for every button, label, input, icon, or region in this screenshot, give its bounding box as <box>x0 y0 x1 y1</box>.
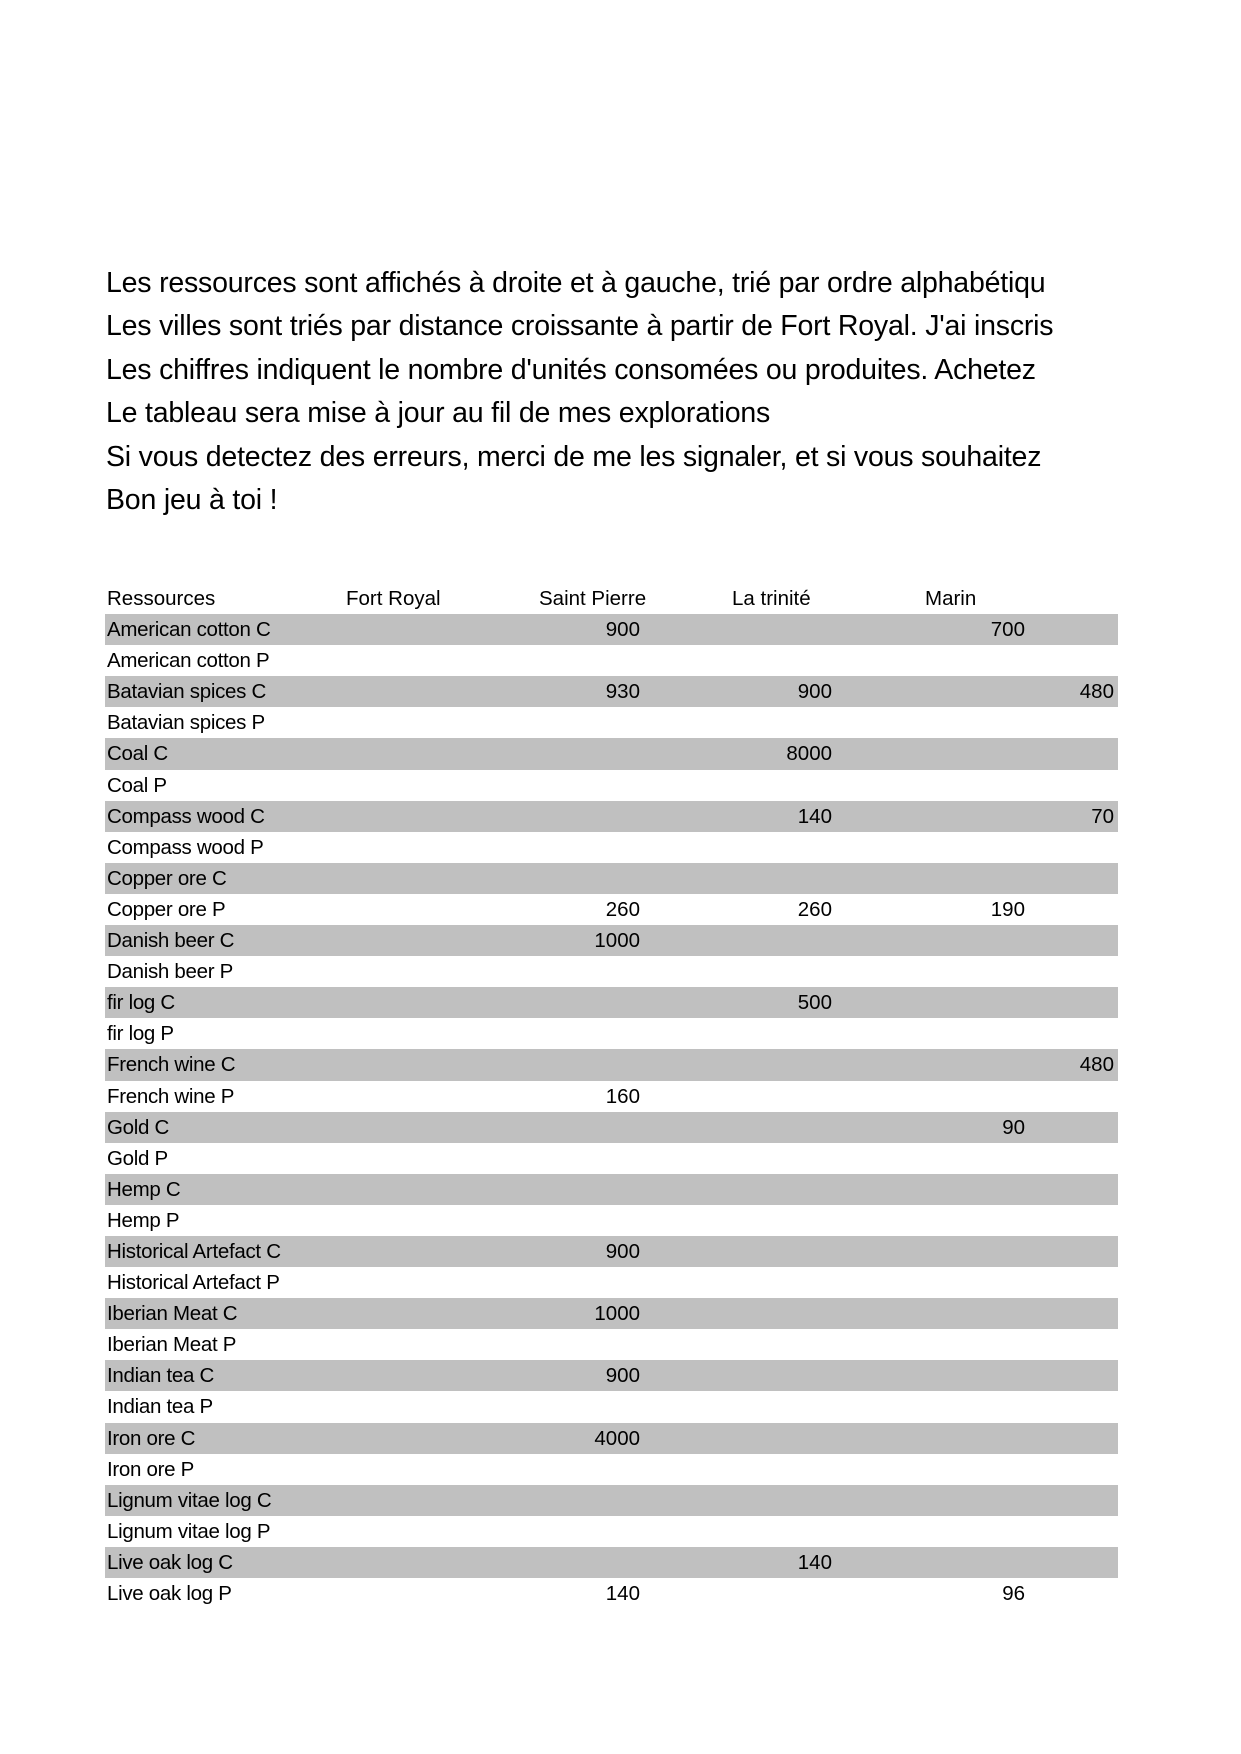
resource-name-cell: Copper ore C <box>107 866 227 890</box>
value-cell-marin <box>964 863 1114 894</box>
table-row <box>105 1112 1118 1143</box>
value-cell-fort-royal <box>490 832 640 863</box>
table-row <box>105 863 1118 894</box>
value-cell-marin <box>964 1423 1114 1454</box>
table-body <box>105 614 1118 1609</box>
value-cell-fort-royal: 900 <box>605 1364 640 1388</box>
intro-line: Les ressources sont affichés à droite et à gauche, trié par ordre alphabétiqu <box>106 267 1046 299</box>
resource-name-cell: Indian tea P <box>107 1395 213 1419</box>
table-row <box>105 956 1118 987</box>
value-cell-saint-pierre <box>682 1049 832 1080</box>
value-cell-saint-pierre <box>682 1423 832 1454</box>
value-cell-fort-royal <box>490 645 640 676</box>
resource-name-cell: fir log P <box>107 1022 174 1046</box>
value-cell-fort-royal: 900 <box>605 1239 640 1263</box>
value-cell-saint-pierre <box>682 956 832 987</box>
value-cell-marin <box>964 645 1114 676</box>
value-cell-fort-royal: 900 <box>605 618 640 642</box>
value-cell-marin <box>964 614 1114 645</box>
value-cell-la-trinite: 190 <box>990 897 1025 921</box>
table-header-row <box>105 583 1118 614</box>
resource-name-cell: Compass wood C <box>107 804 265 828</box>
resources-table <box>105 583 1118 1609</box>
table-row <box>105 645 1118 676</box>
value-cell-saint-pierre <box>682 1174 832 1205</box>
table-row <box>105 801 1118 832</box>
value-cell-saint-pierre <box>682 1578 832 1609</box>
value-cell-saint-pierre <box>682 925 832 956</box>
value-cell-marin <box>964 1205 1114 1236</box>
table-row <box>105 1391 1118 1422</box>
resource-name-cell: Iberian Meat P <box>107 1333 237 1357</box>
value-cell-fort-royal <box>490 987 640 1018</box>
resource-name-cell: French wine C <box>107 1053 236 1077</box>
table-row <box>105 1329 1118 1360</box>
table-row <box>105 1454 1118 1485</box>
table-row <box>105 1236 1118 1267</box>
table-row <box>105 1205 1118 1236</box>
value-cell-fort-royal <box>490 956 640 987</box>
table-row <box>105 1423 1118 1454</box>
resource-name-cell: Hemp C <box>107 1177 181 1201</box>
table-row <box>105 832 1118 863</box>
table-row <box>105 1081 1118 1112</box>
value-cell-saint-pierre <box>682 1485 832 1516</box>
resource-name-cell: fir log C <box>107 991 175 1015</box>
value-cell-saint-pierre <box>682 832 832 863</box>
value-cell-marin <box>964 1143 1114 1174</box>
column-header-resources: Ressources <box>107 587 216 610</box>
value-cell-fort-royal <box>490 1267 640 1298</box>
value-cell-fort-royal: 160 <box>605 1084 640 1108</box>
value-cell-saint-pierre <box>682 1360 832 1391</box>
resource-name-cell: Danish beer C <box>107 929 235 953</box>
value-cell-marin <box>964 832 1114 863</box>
resource-name-cell: Lignum vitae log C <box>107 1488 272 1512</box>
resource-name-cell: Lignum vitae log P <box>107 1519 271 1543</box>
value-cell-marin <box>964 1391 1114 1422</box>
resource-name-cell: French wine P <box>107 1084 235 1108</box>
value-cell-saint-pierre <box>682 863 832 894</box>
intro-line: Les villes sont triés par distance croissante à partir de Fort Royal. J'ai inscris <box>106 310 1054 343</box>
value-cell-marin <box>964 1112 1114 1143</box>
value-cell-fort-royal <box>490 1112 640 1143</box>
value-cell-saint-pierre <box>682 770 832 801</box>
value-cell-marin <box>964 1329 1114 1360</box>
value-cell-fort-royal <box>490 1143 640 1174</box>
value-cell-saint-pierre: 900 <box>797 680 832 704</box>
value-cell-fort-royal <box>490 770 640 801</box>
value-cell-marin <box>964 987 1114 1018</box>
table-row <box>105 1143 1118 1174</box>
value-cell-saint-pierre <box>682 707 832 738</box>
value-cell-marin <box>964 1236 1114 1267</box>
value-cell-saint-pierre <box>682 645 832 676</box>
table-row <box>105 1516 1118 1547</box>
value-cell-fort-royal <box>490 801 640 832</box>
table-row <box>105 1267 1118 1298</box>
column-header-marin: Marin <box>925 587 977 610</box>
resource-name-cell: Indian tea C <box>107 1364 214 1388</box>
resource-name-cell: Compass wood P <box>107 835 264 859</box>
value-cell-saint-pierre: 140 <box>797 1550 832 1574</box>
value-cell-marin <box>964 1174 1114 1205</box>
value-cell-fort-royal <box>490 1205 640 1236</box>
intro-text <box>106 262 1118 522</box>
table-row <box>105 894 1118 925</box>
value-cell-la-trinite: 700 <box>990 618 1025 642</box>
value-cell-fort-royal <box>490 1485 640 1516</box>
table-row <box>105 1547 1118 1578</box>
resource-name-cell: Live oak log C <box>107 1550 233 1574</box>
table-row <box>105 1018 1118 1049</box>
value-cell-fort-royal: 260 <box>605 897 640 921</box>
value-cell-fort-royal: 140 <box>605 1582 640 1605</box>
value-cell-fort-royal <box>490 1454 640 1485</box>
table-row <box>105 1578 1118 1609</box>
value-cell-marin <box>964 1454 1114 1485</box>
table-row <box>105 770 1118 801</box>
value-cell-saint-pierre <box>682 1143 832 1174</box>
value-cell-fort-royal: 930 <box>605 680 640 704</box>
value-cell-saint-pierre: 500 <box>797 991 832 1015</box>
value-cell-fort-royal <box>490 1329 640 1360</box>
intro-line: Le tableau sera mise à jour au fil de mes explorations <box>106 397 771 430</box>
value-cell-fort-royal: 1000 <box>594 929 640 953</box>
value-cell-saint-pierre <box>682 1298 832 1329</box>
resource-name-cell: Gold P <box>107 1146 168 1170</box>
table-row <box>105 1485 1118 1516</box>
value-cell-saint-pierre <box>682 1329 832 1360</box>
value-cell-fort-royal <box>490 863 640 894</box>
value-cell-saint-pierre: 260 <box>797 897 832 921</box>
value-cell-fort-royal <box>490 1049 640 1080</box>
table-row <box>105 1049 1118 1080</box>
table-row <box>105 987 1118 1018</box>
value-cell-marin <box>964 956 1114 987</box>
column-header-saint-pierre: Saint Pierre <box>539 587 647 610</box>
value-cell-fort-royal <box>490 738 640 769</box>
resource-name-cell: Coal P <box>107 773 167 797</box>
value-cell-marin <box>964 1360 1114 1391</box>
value-cell-saint-pierre <box>682 1267 832 1298</box>
value-cell-marin: 70 <box>1091 804 1114 828</box>
resource-name-cell: American cotton P <box>107 649 270 673</box>
value-cell-marin <box>964 770 1114 801</box>
intro-line: Bon jeu à toi ! <box>106 483 278 516</box>
table-row <box>105 1298 1118 1329</box>
value-cell-marin <box>964 1578 1114 1609</box>
resource-name-cell: Hemp P <box>107 1208 180 1232</box>
table-row <box>105 614 1118 645</box>
table-row <box>105 676 1118 707</box>
resource-name-cell: Gold C <box>107 1115 170 1139</box>
resource-name-cell: Iberian Meat C <box>107 1302 238 1326</box>
value-cell-saint-pierre: 140 <box>797 804 832 828</box>
table-row <box>105 1360 1118 1391</box>
value-cell-fort-royal <box>490 1174 640 1205</box>
value-cell-saint-pierre <box>682 1236 832 1267</box>
value-cell-marin <box>964 1547 1114 1578</box>
value-cell-fort-royal: 4000 <box>594 1426 640 1450</box>
value-cell-saint-pierre <box>682 1516 832 1547</box>
value-cell-marin <box>964 738 1114 769</box>
resource-name-cell: Iron ore C <box>107 1426 196 1450</box>
column-header-fort-royal: Fort Royal <box>346 587 441 610</box>
resource-name-cell: Coal C <box>107 742 168 766</box>
column-header-la-trinite: La trinité <box>732 587 811 610</box>
value-cell-marin <box>964 1018 1114 1049</box>
table-row <box>105 925 1118 956</box>
value-cell-saint-pierre <box>682 1205 832 1236</box>
value-cell-fort-royal <box>490 1018 640 1049</box>
table-row <box>105 707 1118 738</box>
value-cell-marin: 480 <box>1079 1053 1114 1077</box>
value-cell-saint-pierre: 8000 <box>786 742 832 766</box>
value-cell-saint-pierre <box>682 1112 832 1143</box>
value-cell-saint-pierre <box>682 1081 832 1112</box>
value-cell-saint-pierre <box>682 1018 832 1049</box>
value-cell-marin <box>964 1485 1114 1516</box>
value-cell-marin <box>964 707 1114 738</box>
table-row <box>105 1174 1118 1205</box>
resource-name-cell: Historical Artefact P <box>107 1271 280 1295</box>
intro-line: Les chiffres indiquent le nombre d'unités consomées ou produites. Achetez <box>106 353 1036 386</box>
value-cell-fort-royal <box>490 1391 640 1422</box>
value-cell-marin <box>964 1516 1114 1547</box>
resource-name-cell: Batavian spices C <box>107 680 266 704</box>
value-cell-marin <box>964 1298 1114 1329</box>
resource-name-cell: Historical Artefact C <box>107 1239 281 1263</box>
intro-line: Si vous detectez des erreurs, merci de me les signaler, et si vous souhaitez <box>106 440 1042 473</box>
value-cell-marin <box>964 1267 1114 1298</box>
resource-name-cell: Iron ore P <box>107 1457 195 1481</box>
resource-name-cell: Copper ore P <box>107 897 226 921</box>
value-cell-fort-royal: 1000 <box>594 1302 640 1326</box>
value-cell-saint-pierre <box>682 1391 832 1422</box>
value-cell-la-trinite: 96 <box>1002 1582 1025 1605</box>
value-cell-la-trinite: 90 <box>1002 1115 1025 1139</box>
value-cell-marin <box>964 925 1114 956</box>
value-cell-saint-pierre <box>682 614 832 645</box>
resource-name-cell: American cotton C <box>107 618 271 642</box>
value-cell-fort-royal <box>490 1516 640 1547</box>
value-cell-fort-royal <box>490 1547 640 1578</box>
value-cell-marin: 480 <box>1079 680 1114 704</box>
value-cell-marin <box>964 894 1114 925</box>
table-row <box>105 738 1118 769</box>
resource-name-cell: Live oak log P <box>107 1582 232 1605</box>
value-cell-marin <box>964 1081 1114 1112</box>
value-cell-saint-pierre <box>682 1454 832 1485</box>
resource-name-cell: Batavian spices P <box>107 711 265 735</box>
value-cell-fort-royal <box>490 707 640 738</box>
resource-name-cell: Danish beer P <box>107 960 234 984</box>
